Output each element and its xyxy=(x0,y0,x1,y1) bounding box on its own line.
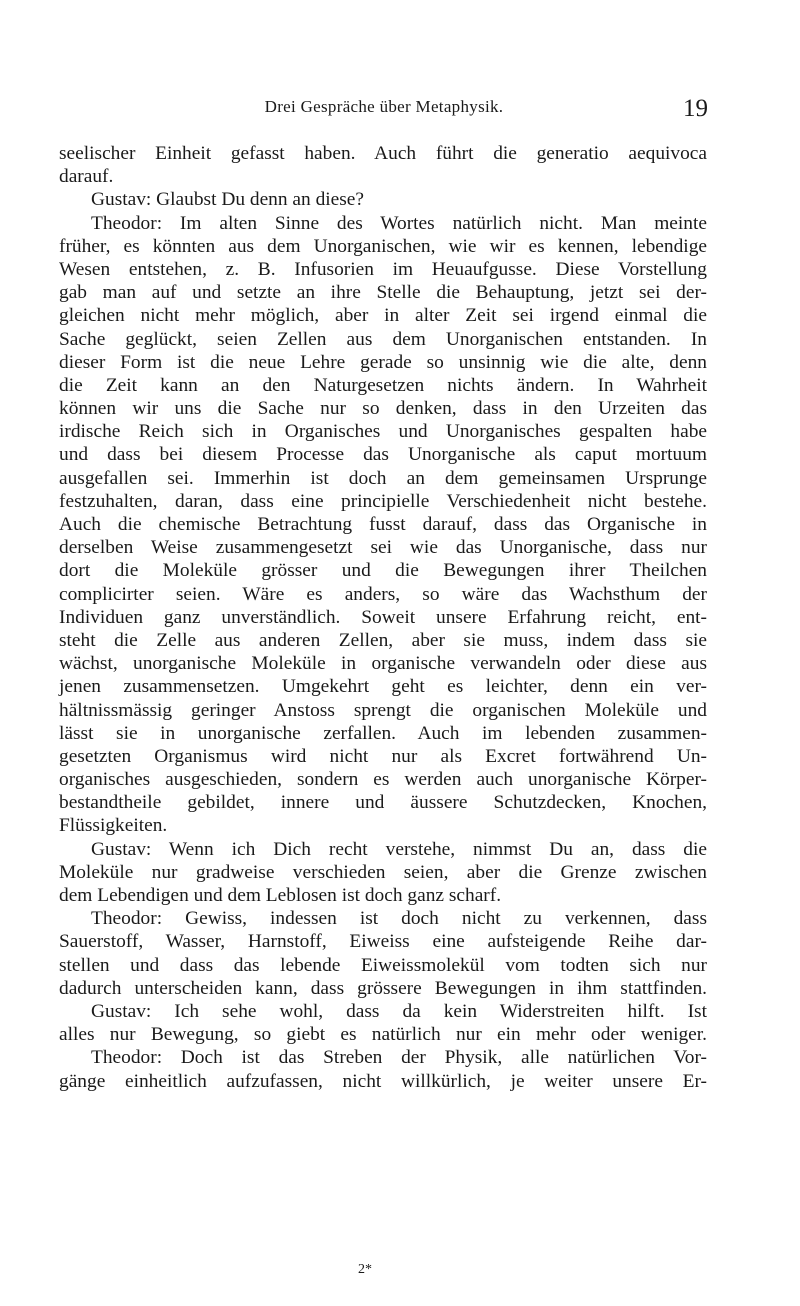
text-line: gänge einheitlich aufzufassen, nicht willkürlich, je weiter unsere Er- xyxy=(59,1070,707,1092)
text-line: gesetzten Organismus wird nicht nur als Excret fortwährend Un- xyxy=(59,745,707,767)
text-line: Sache geglückt, seien Zellen aus dem Unorganischen entstanden. In xyxy=(59,328,707,350)
text-line: dadurch unterscheiden kann, dass grössere Bewegungen in ihm stattfinden. xyxy=(59,977,707,999)
text-line: Gustav: Ich sehe wohl, dass da kein Widerstreiten hilft. Ist xyxy=(91,1000,707,1022)
text-line: alles nur Bewegung, so giebt es natürlich nur ein mehr oder weniger. xyxy=(59,1024,707,1046)
text-line: Gustav: Wenn ich Dich recht verstehe, nimmst Du an, dass die xyxy=(91,838,707,860)
body-text xyxy=(59,142,707,1093)
text-line: gleichen nicht mehr möglich, aber in alter Zeit sei irgend einmal die xyxy=(59,305,707,327)
text-line: derselben Weise zusammengesetzt sei wie das Unorganische, dass nur xyxy=(59,537,707,559)
text-line: dem Lebendigen und dem Leblosen ist doch ganz scharf. xyxy=(59,885,502,906)
text-line: früher, es könnten aus dem Unorganischen, wie wir es kennen, lebendige xyxy=(59,235,707,257)
text-line: seelischer Einheit gefasst haben. Auch führt die generatio aequivoca xyxy=(59,143,707,164)
text-line: ausgefallen sei. Immerhin ist doch an dem gemeinsamen Ursprunge xyxy=(59,467,707,489)
text-line: dieser Form ist die neue Lehre gerade so unsinnig wie die alte, denn xyxy=(59,351,707,373)
text-line: darauf. xyxy=(59,166,114,188)
running-head-title: Drei Gespräche über Metaphysik. xyxy=(264,97,504,116)
text-line: Moleküle nur gradweise verschieden seien, aber die Grenze zwischen xyxy=(59,861,707,883)
text-line: Individuen ganz unverständlich. Soweit unsere Erfahrung reicht, ent- xyxy=(59,606,707,628)
text-line: wächst, unorganische Moleküle in organische verwandeln oder diese aus xyxy=(59,653,707,675)
text-line: Theodor: Doch ist das Streben der Physik, alle natürlichen Vor- xyxy=(91,1047,707,1069)
text-line: lässt sie in unorganische zerfallen. Auch im lebenden zusammen- xyxy=(59,722,707,744)
text-line: Wesen entstehen, z. B. Infusorien im Heuaufgusse. Diese Vorstellung xyxy=(59,258,707,280)
text-line: Auch die chemische Betrachtung fusst darauf, dass das Organische in xyxy=(59,514,707,535)
text-line: Theodor: Gewiss, indessen ist doch nicht zu verkennen, dass xyxy=(91,908,707,930)
signature-mark: 2* xyxy=(358,1262,372,1277)
text-line: Flüssigkeiten. xyxy=(59,815,168,837)
page-number: 19 xyxy=(683,95,708,122)
text-line: gab man auf und setzte an ihre Stelle die Behauptung, jetzt sei der- xyxy=(59,282,707,304)
text-line: complicirter seien. Wäre es anders, so wäre das Wachsthum der xyxy=(59,583,707,605)
text-line: können wir uns die Sache nur so denken, dass in den Urzeiten das xyxy=(59,398,707,420)
text-line: organisches ausgeschieden, sondern es werden auch unorganische Körper- xyxy=(59,769,707,791)
text-line: dort die Moleküle grösser und die Bewegungen ihrer Theilchen xyxy=(59,560,707,582)
running-head xyxy=(60,95,708,135)
text-line: steht die Zelle aus anderen Zellen, aber sie muss, indem dass sie xyxy=(59,629,707,651)
text-line: Theodor: Im alten Sinne des Wortes natürlich nicht. Man meinte xyxy=(91,212,707,234)
text-line: stellen und dass das lebende Eiweissmolekül vom todten sich nur xyxy=(59,954,707,976)
text-line: Gustav: Glaubst Du denn an diese? xyxy=(91,189,365,211)
text-line: festzuhalten, daran, dass eine principielle Verschiedenheit nicht bestehe. xyxy=(59,490,707,512)
text-line: irdische Reich sich in Organisches und Unorganisches gespalten habe xyxy=(59,421,707,443)
text-line: jenen zusammensetzen. Umgekehrt geht es leichter, denn ein ver- xyxy=(59,676,707,698)
text-line: die Zeit kann an den Naturgesetzen nichts ändern. In Wahrheit xyxy=(59,374,707,396)
text-line: und dass bei diesem Processe das Unorganische als caput mortuum xyxy=(59,444,707,466)
text-line: bestandtheile gebildet, innere und äussere Schutzdecken, Knochen, xyxy=(59,792,707,814)
text-line: Sauerstoff, Wasser, Harnstoff, Eiweiss eine aufsteigende Reihe dar- xyxy=(59,931,707,953)
text-line: hältnissmässig geringer Anstoss sprengt die organischen Moleküle und xyxy=(59,699,707,721)
